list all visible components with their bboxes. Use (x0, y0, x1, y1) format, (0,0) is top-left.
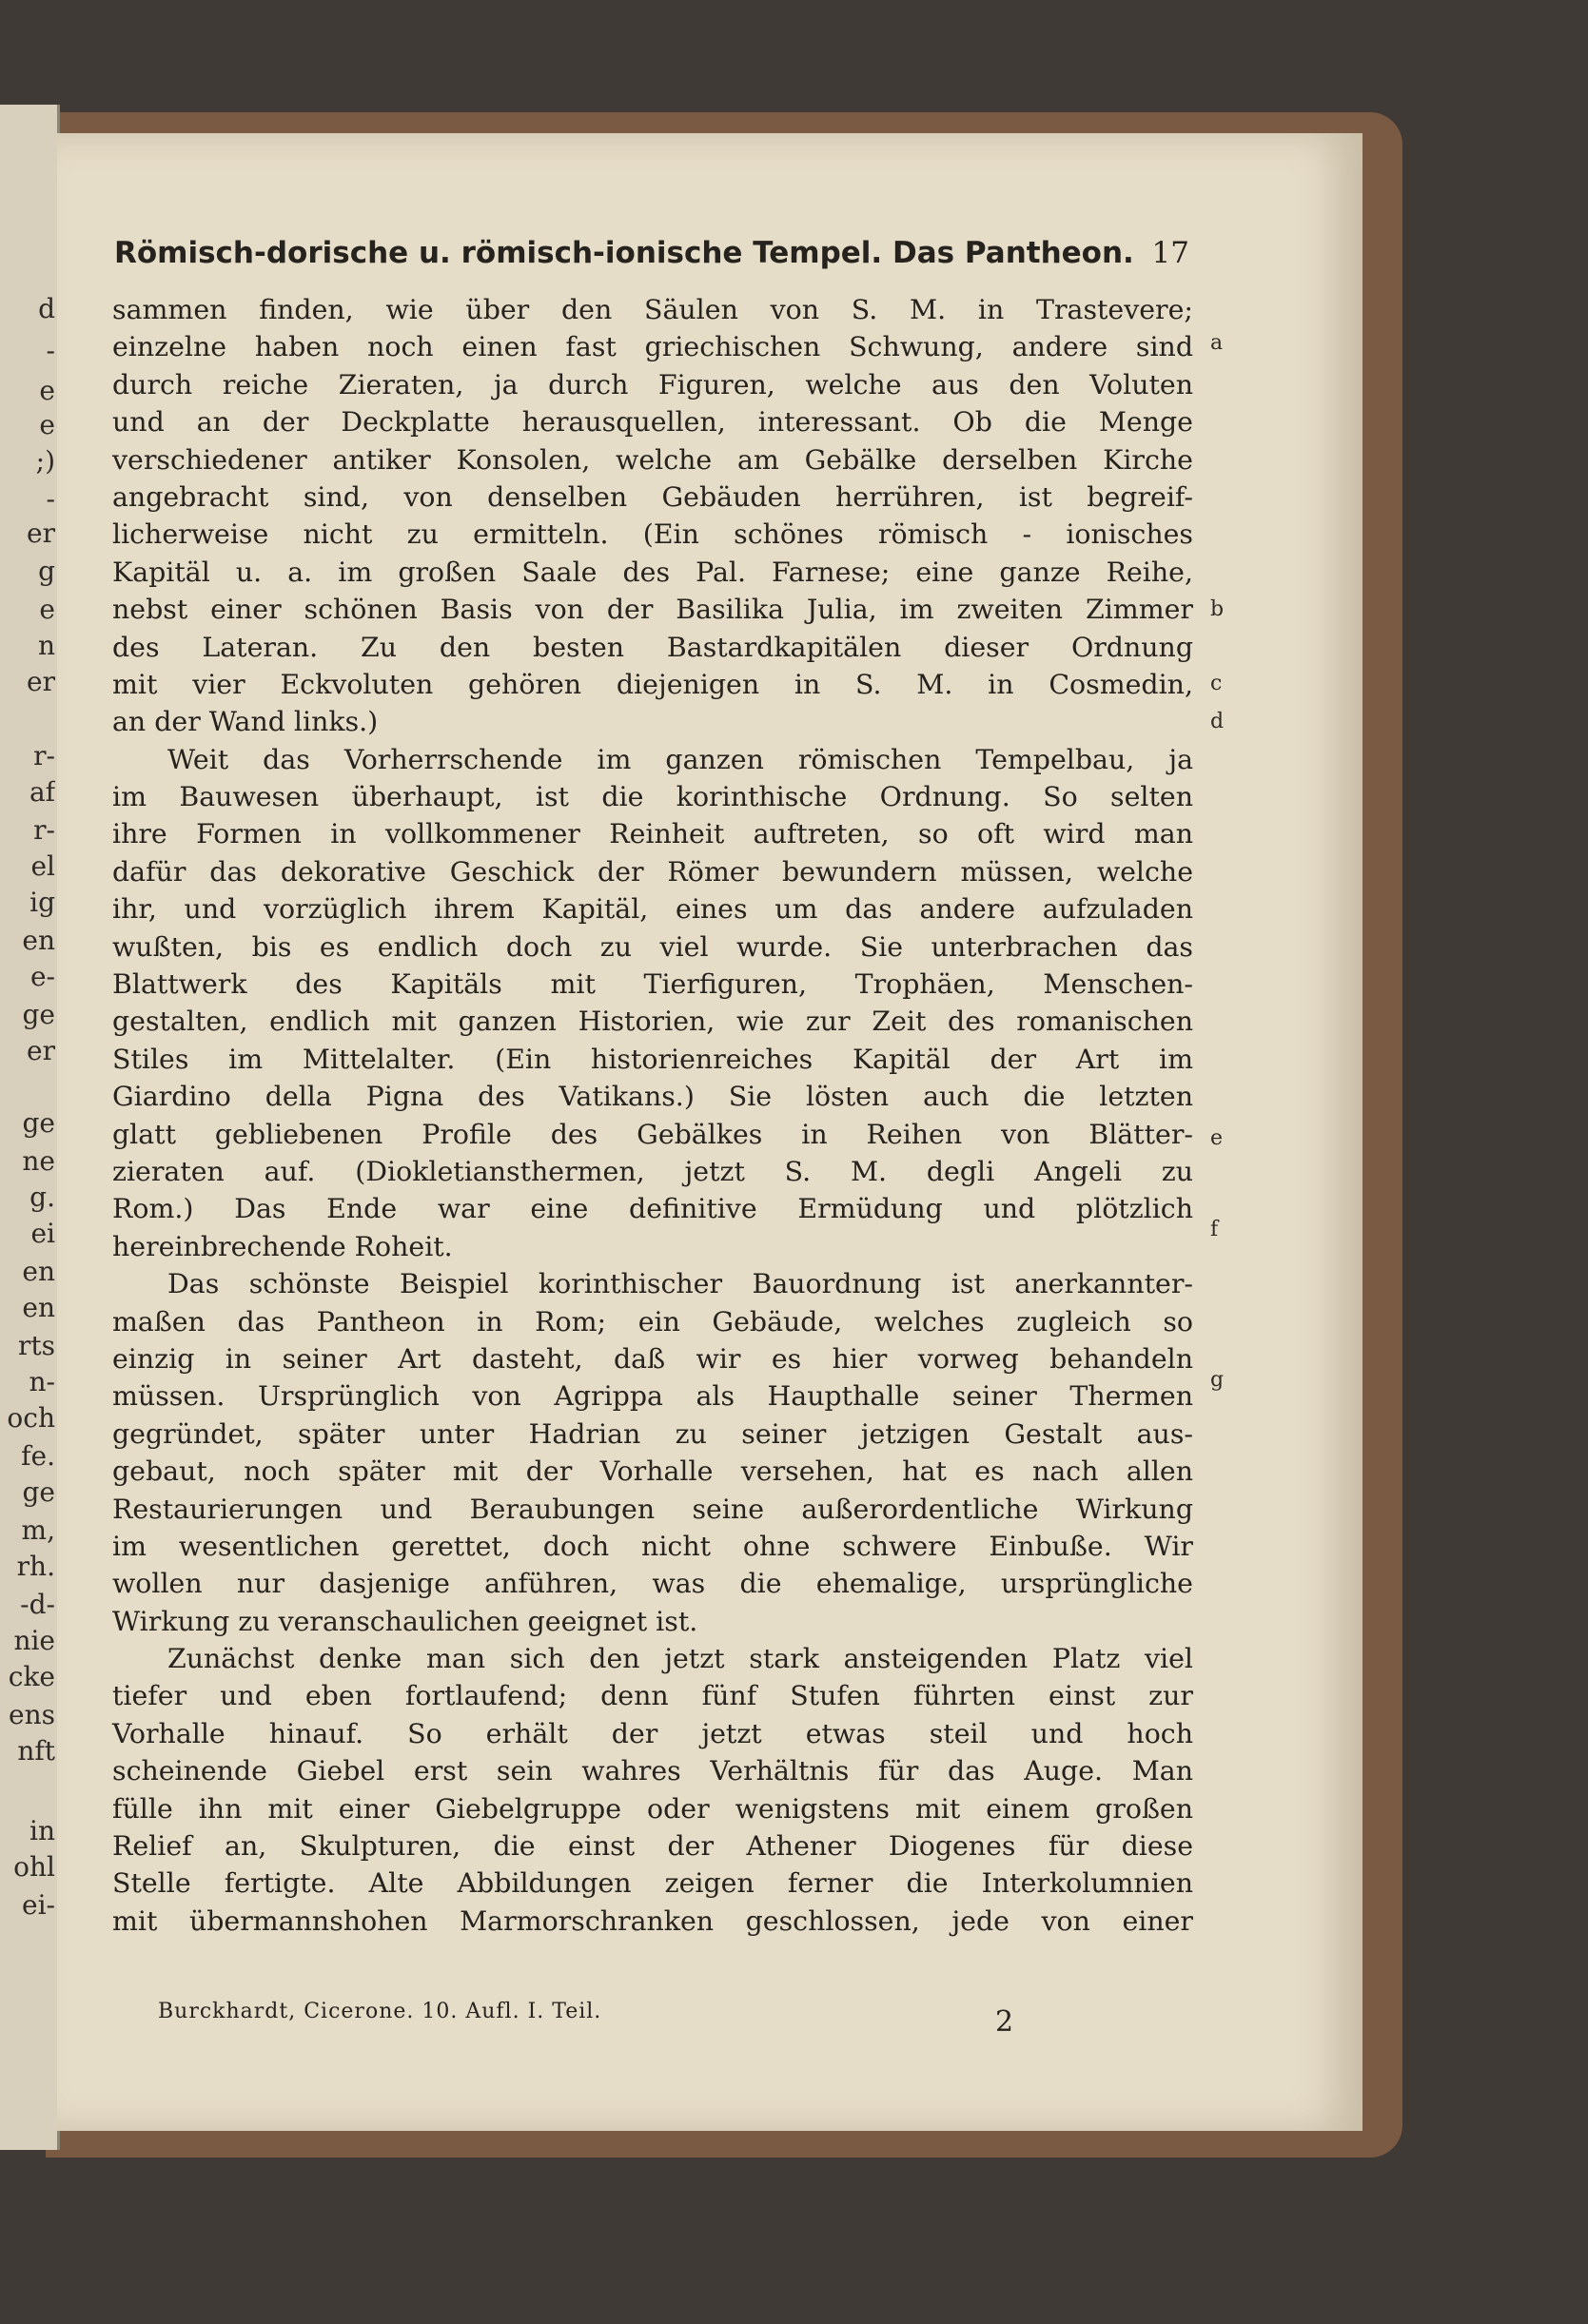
left-fragment: e (39, 409, 55, 440)
left-fragment: er (27, 1035, 55, 1066)
left-fragment: e (39, 375, 55, 406)
margin-note: c (1210, 672, 1223, 695)
text-line: maßen das Pantheon in Rom; ein Gebäude, welches zugleich so (112, 1305, 1193, 1338)
text-line: mit übermannshohen Marmorschranken geschlossen, jede von einer (112, 1904, 1193, 1937)
margin-note: e (1210, 1126, 1224, 1150)
text-line: dafür das dekorative Geschick der Römer bewundern müssen, welche (112, 855, 1193, 888)
margin-note: a (1210, 331, 1224, 355)
text-line: gebaut, noch später mit der Vorhalle versehen, hat es nach allen (112, 1455, 1193, 1488)
text-line: ihr, und vorzüglich ihrem Kapitäl, eines um das andere aufzuladen (112, 893, 1193, 926)
margin-note: d (1210, 710, 1225, 733)
left-fragment: rts (17, 1330, 55, 1361)
left-fragment: ne (22, 1145, 55, 1177)
signature-mark: 2 (995, 2005, 1014, 2039)
text-line: mit vier Eckvoluten gehören diejenigen in S. M. in Cosmedin, (112, 668, 1193, 700)
text-line: Blattwerk des Kapitäls mit Tierfiguren, Trophäen, Menschen- (112, 968, 1193, 1001)
left-fragment: cke (8, 1661, 55, 1692)
text-line: Relief an, Skulpturen, die einst der Athener Diogenes für diese (112, 1830, 1193, 1863)
page-number: 17 (1151, 236, 1189, 270)
body-text (112, 291, 1193, 1940)
left-fragment: nft (17, 1735, 55, 1767)
left-fragment: - (46, 335, 55, 366)
text-line: und an der Deckplatte herausquellen, interessant. Ob die Menge (112, 406, 1193, 439)
text-line: tiefer und eben fortlaufend; denn fünf Stufen führten einst zur (112, 1680, 1193, 1712)
text-line: des Lateran. Zu den besten Bastardkapitälen dieser Ordnung (112, 631, 1193, 663)
left-fragment: d (38, 293, 55, 324)
margin-note: g (1210, 1368, 1225, 1392)
left-fragment: ge (22, 1107, 55, 1139)
text-line: im wesentlichen gerettet, doch nicht ohne schwere Einbuße. Wir (112, 1530, 1193, 1562)
text-line: müssen. Ursprünglich von Agrippa als Haupthalle seiner Thermen (112, 1380, 1193, 1413)
left-fragment: af (29, 776, 55, 808)
left-fragment: ge (22, 1476, 55, 1508)
left-fragment: rh. (16, 1551, 55, 1582)
left-fragment: ge (22, 999, 55, 1030)
text-line: ihre Formen in vollkommener Reinheit auftreten, so oft wird man (112, 818, 1193, 850)
left-fragment: e- (29, 961, 55, 992)
left-fragment: e (39, 594, 55, 625)
left-fragment: r- (33, 814, 55, 846)
text-line: Stiles im Mittelalter. (Ein historienreiches Kapitäl der Art im (112, 1043, 1193, 1075)
text-line: wollen nur dasjenige anführen, was die ehemalige, ursprüngliche (112, 1568, 1193, 1600)
text-line: nebst einer schönen Basis von der Basilika Julia, im zweiten Zimmer (112, 594, 1193, 626)
text-line: Zunächst denke man sich den jetzt stark ansteigenden Platz viel (167, 1643, 1193, 1675)
header-title: Römisch-dorische u. römisch-ionische Tempel. Das Pantheon. (114, 236, 1134, 270)
left-page-edge (0, 105, 60, 2150)
text-line: verschiedener antiker Konsolen, welche am Gebälke derselben Kirche (112, 443, 1193, 476)
left-fragment: g. (29, 1182, 55, 1213)
footer-imprint: Burckhardt, Cicerone. 10. Aufl. I. Teil. (158, 2000, 602, 2023)
text-line: gegründet, später unter Hadrian zu seiner jetzigen Gestalt aus- (112, 1417, 1193, 1450)
text-line: zieraten auf. (Diokletiansthermen, jetzt S. M. degli Angeli zu (112, 1155, 1193, 1187)
left-fragment: ei (30, 1218, 55, 1249)
text-line: an der Wand links.) (112, 706, 379, 738)
text-line: scheinende Giebel erst sein wahres Verhältnis für das Auge. Man (112, 1755, 1193, 1787)
text-line: durch reiche Zieraten, ja durch Figuren, welche aus den Voluten (112, 368, 1193, 400)
text-line: gestalten, endlich mit ganzen Historien, wie zur Zeit des romanischen (112, 1006, 1193, 1038)
margin-note: b (1210, 597, 1225, 621)
left-fragment: g (38, 556, 55, 587)
text-line: Stelle fertigte. Alte Abbildungen zeigen ferner die Interkolumnien (112, 1867, 1193, 1900)
text-line: glatt gebliebenen Profile des Gebälkes in Reihen von Blätter- (112, 1118, 1193, 1150)
left-fragment: m, (21, 1514, 55, 1546)
text-line: Weit das Vorherrschende im ganzen römischen Tempelbau, ja (167, 743, 1193, 775)
left-fragment: ;) (35, 445, 55, 477)
left-fragment: -d- (20, 1589, 55, 1620)
text-line: Restaurierungen und Beraubungen seine außerordentliche Wirkung (112, 1493, 1193, 1525)
margin-note: f (1210, 1218, 1219, 1241)
text-line: Das schönste Beispiel korinthischer Bauordnung ist anerkannter- (167, 1268, 1193, 1300)
text-line: Kapitäl u. a. im großen Saale des Pal. Farnese; eine ganze Reihe, (112, 556, 1193, 588)
text-line: licherweise nicht zu ermitteln. (Ein schönes römisch - ionisches (112, 518, 1193, 551)
left-fragment: en (22, 925, 55, 956)
text-line: fülle ihn mit einer Giebelgruppe oder wenigstens mit einem großen (112, 1792, 1193, 1825)
left-fragment: och (7, 1402, 55, 1434)
text-line: Giardino della Pigna des Vatikans.) Sie lösten auch die letzten (112, 1081, 1193, 1113)
text-line: Vorhalle hinauf. So erhält der jetzt etwas steil und hoch (112, 1717, 1193, 1749)
left-fragment: ig (29, 887, 55, 918)
left-fragment: fe. (21, 1440, 55, 1472)
text-line: im Bauwesen überhaupt, ist die korinthische Ordnung. So selten (112, 781, 1193, 813)
left-fragment: en (22, 1292, 55, 1323)
left-fragment: nie (13, 1625, 55, 1656)
left-fragment: er (27, 666, 55, 697)
text-line: einzelne haben noch einen fast griechischen Schwung, andere sind (112, 331, 1193, 363)
text-line: angebracht sind, von denselben Gebäuden herrühren, ist begreif- (112, 480, 1193, 513)
left-fragment: ei- (22, 1889, 55, 1921)
running-header (114, 228, 1189, 285)
left-fragment: er (27, 518, 55, 549)
text-line: hereinbrechende Roheit. (112, 1230, 453, 1262)
text-line: Rom.) Das Ende war eine definitive Ermüdung und plötzlich (112, 1193, 1193, 1225)
left-fragment: r- (33, 740, 55, 771)
left-fragment: ohl (13, 1851, 55, 1883)
left-fragment: in (29, 1815, 55, 1846)
text-line: Wirkung zu veranschaulichen geeignet ist. (112, 1605, 698, 1637)
left-fragment: n- (29, 1366, 55, 1397)
left-fragment: el (30, 850, 55, 882)
left-fragment: ens (9, 1699, 55, 1730)
left-fragment: n (37, 630, 55, 661)
text-line: sammen finden, wie über den Säulen von S. M. in Trastevere; (112, 294, 1193, 325)
left-fragment: - (46, 483, 55, 515)
text-line: einzig in seiner Art dasteht, daß wir es hier vorweg behandeln (112, 1342, 1193, 1375)
left-fragment: en (22, 1256, 55, 1287)
text-line: wußten, bis es endlich doch zu viel wurde. Sie unterbrachen das (112, 930, 1193, 963)
